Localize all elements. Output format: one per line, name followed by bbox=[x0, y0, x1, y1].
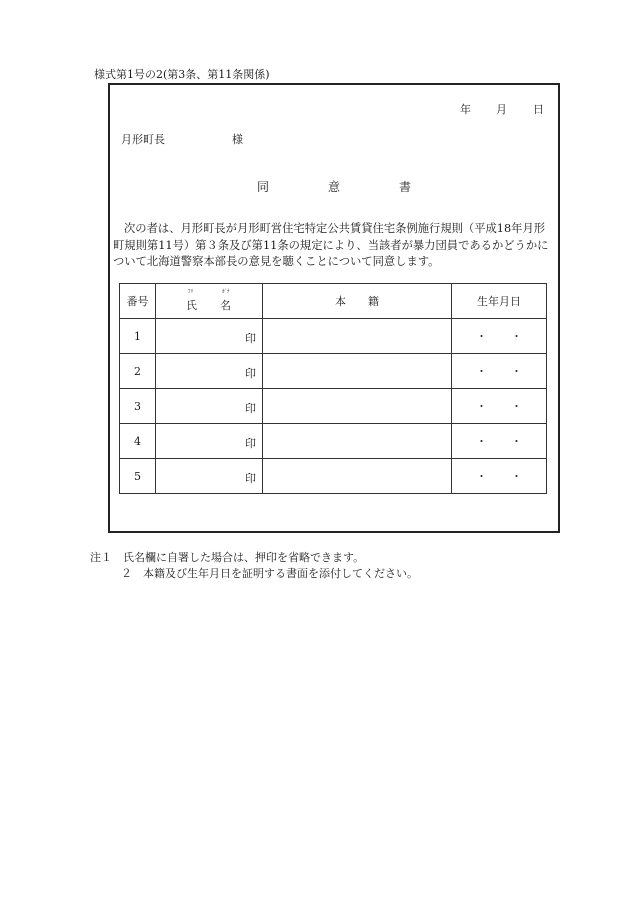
row-number: 5 bbox=[120, 459, 156, 494]
seal-mark: 印 bbox=[245, 437, 256, 450]
date-dot: ・ bbox=[476, 400, 487, 413]
note-1: 注１ 氏名欄に自署した場合は、押印を省略できます。 bbox=[90, 551, 365, 564]
name-field[interactable] bbox=[156, 319, 263, 354]
table-header-row bbox=[120, 284, 547, 319]
seal-mark: 印 bbox=[245, 402, 256, 415]
form-number-label: 様式第1号の2(第3条、第11条関係) bbox=[94, 68, 270, 81]
note-2: ２ 本籍及び生年月日を証明する書面を添付してください。 bbox=[121, 567, 418, 580]
table-row bbox=[120, 319, 547, 354]
birthdate-field[interactable] bbox=[452, 354, 547, 389]
table-row bbox=[120, 424, 547, 459]
furigana-label: ﾌﾘ bbox=[188, 289, 194, 295]
header-name-char: 名 bbox=[220, 299, 231, 312]
domicile-field[interactable] bbox=[263, 424, 452, 459]
title-char: 同 bbox=[257, 180, 270, 194]
month-label: 月 bbox=[496, 103, 507, 116]
domicile-field[interactable] bbox=[263, 459, 452, 494]
addressee bbox=[121, 131, 243, 147]
name-field[interactable] bbox=[156, 459, 263, 494]
row-number: 1 bbox=[120, 319, 156, 354]
date-dot: ・ bbox=[476, 330, 487, 343]
domicile-field[interactable] bbox=[263, 354, 452, 389]
date-dot: ・ bbox=[476, 470, 487, 483]
domicile-field[interactable] bbox=[263, 389, 452, 424]
table-row bbox=[120, 389, 547, 424]
header-domicile: 本 籍 bbox=[263, 284, 452, 319]
addressee-name: 月形町長 bbox=[121, 133, 165, 146]
date-dot: ・ bbox=[511, 435, 522, 448]
table-row bbox=[120, 354, 547, 389]
date-dot: ・ bbox=[476, 435, 487, 448]
date-dot: ・ bbox=[476, 365, 487, 378]
header-birthdate: 生年月日 bbox=[452, 284, 547, 319]
header-name bbox=[156, 284, 263, 319]
seal-mark: 印 bbox=[245, 367, 256, 380]
title-char: 書 bbox=[399, 180, 412, 194]
day-label: 日 bbox=[533, 103, 544, 116]
seal-mark: 印 bbox=[245, 332, 256, 345]
table-row bbox=[120, 459, 547, 494]
year-label: 年 bbox=[460, 103, 471, 116]
domicile-field[interactable] bbox=[263, 319, 452, 354]
date-dot: ・ bbox=[511, 400, 522, 413]
birthdate-field[interactable] bbox=[452, 424, 547, 459]
name-field[interactable] bbox=[156, 424, 263, 459]
row-number: 2 bbox=[120, 354, 156, 389]
header-name-char: 氏 bbox=[186, 299, 197, 312]
birthdate-field[interactable] bbox=[452, 459, 547, 494]
date-dot: ・ bbox=[511, 470, 522, 483]
furigana-label: ｶﾞﾅ bbox=[222, 289, 230, 295]
consent-persons-table bbox=[119, 283, 547, 494]
name-field[interactable] bbox=[156, 354, 263, 389]
row-number: 3 bbox=[120, 389, 156, 424]
name-field[interactable] bbox=[156, 389, 263, 424]
addressee-honorific: 様 bbox=[232, 133, 243, 146]
row-number: 4 bbox=[120, 424, 156, 459]
header-number: 番号 bbox=[120, 284, 156, 319]
date-dot: ・ bbox=[511, 365, 522, 378]
seal-mark: 印 bbox=[245, 472, 256, 485]
title-char: 意 bbox=[328, 180, 341, 194]
birthdate-field[interactable] bbox=[452, 389, 547, 424]
consent-body-text: 次の者は、月形町長が月形町営住宅特定公共賃貸住宅条例施行規則（平成18年月形町規則第11号）第３条及び第11条の規定により、当該者が暴力団員であるかどうかについて北海道警察本部長の意見を聴くことについて同意します。 bbox=[113, 222, 549, 268]
birthdate-field[interactable] bbox=[452, 319, 547, 354]
date-dot: ・ bbox=[511, 330, 522, 343]
